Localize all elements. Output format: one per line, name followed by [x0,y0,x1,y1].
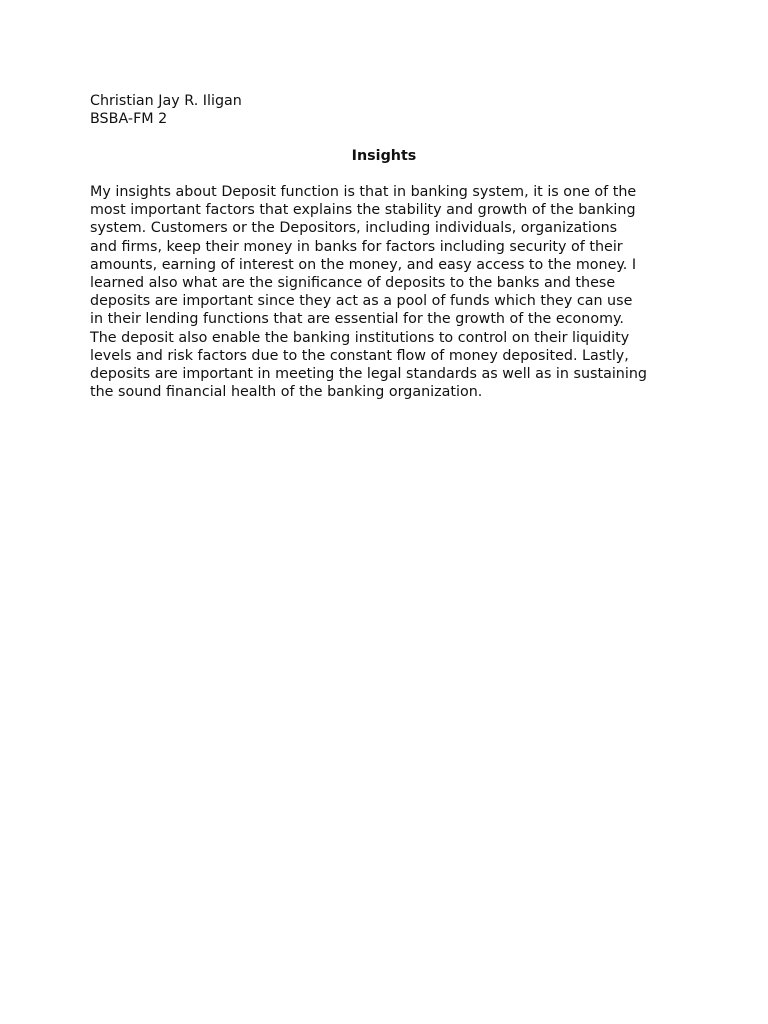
body-line: My insights about Deposit function is that in banking system, it is one of the [90,184,637,200]
body-line: amounts, earning of interest on the money, and easy access to the money. I [90,256,637,273]
body-line: the sound financial health of the banking organization. [90,384,483,401]
body-line: The deposit also enable the banking institutions to control on their liquidity [90,329,630,346]
body-line: in their lending functions that are essential for the growth of the economy. [90,311,624,328]
body-line: and firms, keep their money in banks for factors including security of their [90,238,623,255]
body-line: deposits are important since they act as a pool of funds which they can use [90,293,633,310]
body-line: levels and risk factors due to the constant flow of money deposited. Lastly, [90,347,629,364]
body-paragraph [90,183,690,401]
body-line: most important factors that explains the stability and growth of the banking [90,202,636,219]
body-line: deposits are important in meeting the legal standards as well as in sustaining [90,366,647,383]
course-section: BSBA-FM 2 [90,111,168,127]
author-name: Christian Jay R. Iligan [90,93,242,109]
body-line: learned also what are the significance of deposits to the banks and these [90,275,616,292]
document-title: Insights [351,148,417,164]
body-line: system. Customers or the Depositors, including individuals, organizations [90,220,618,237]
